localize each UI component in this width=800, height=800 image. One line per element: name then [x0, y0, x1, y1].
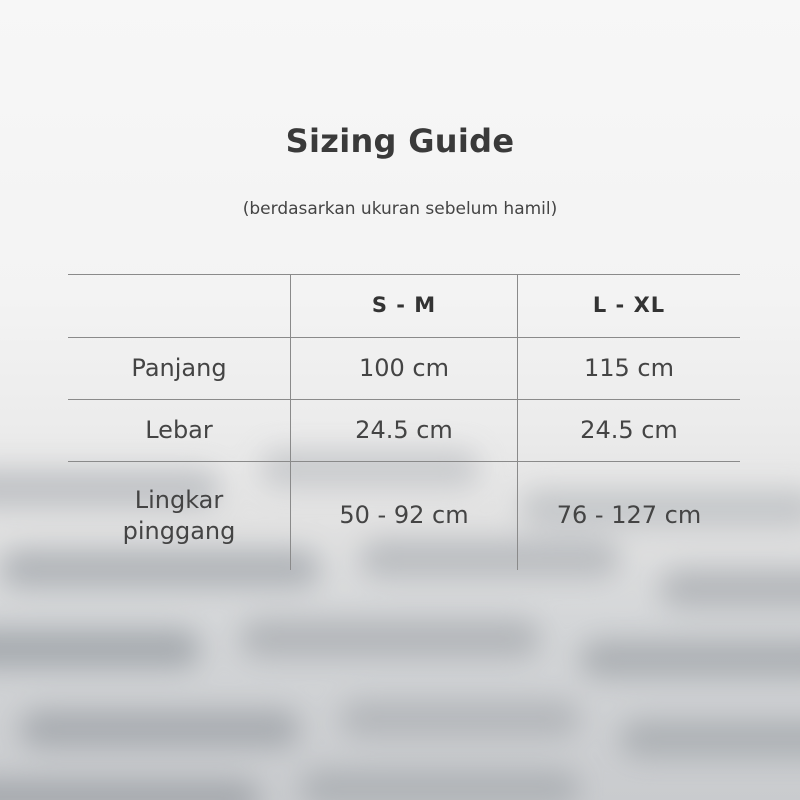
row-label-lingkar-pinggang: Lingkar pinggang: [122, 485, 236, 545]
table-header-s-m: S - M: [371, 292, 437, 317]
table-cell: 24.5 cm: [580, 415, 678, 444]
table-cell: 100 cm: [358, 353, 449, 382]
table-header-empty: [68, 274, 290, 337]
row-label-panjang: Panjang: [131, 353, 227, 382]
table-cell: 76 - 127 cm: [556, 501, 702, 530]
page-subtitle: (berdasarkan ukuran sebelum hamil): [242, 199, 558, 219]
table-cell: 50 - 92 cm: [339, 501, 469, 530]
table-header-l-xl: L - XL: [592, 292, 666, 317]
sizing-table: [68, 274, 740, 570]
page-title: Sizing Guide: [285, 122, 515, 160]
row-label-lebar: Lebar: [145, 415, 213, 444]
table-cell: 24.5 cm: [355, 415, 453, 444]
table-cell: 115 cm: [583, 353, 674, 382]
